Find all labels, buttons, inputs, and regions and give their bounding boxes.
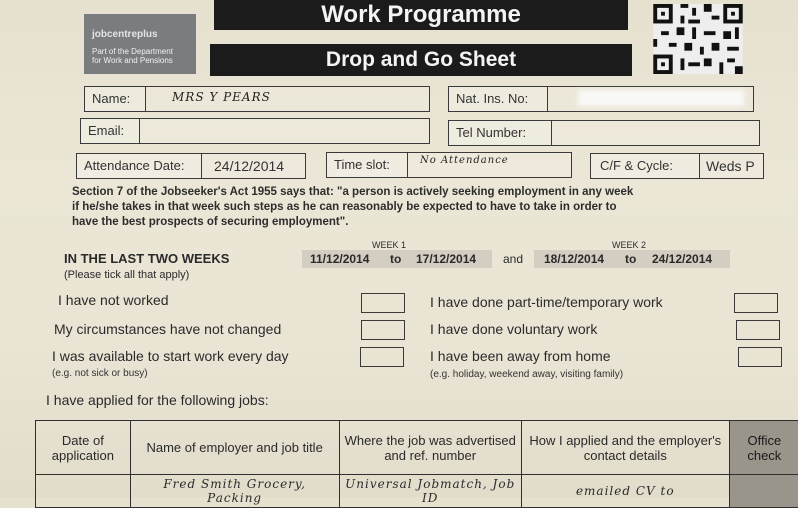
legal-line-1: Section 7 of the Jobseeker's Act 1955 says that: "a person is actively seeking employment in any week — [72, 185, 772, 200]
cycle-value: Weds P — [706, 158, 755, 174]
jobs-table — [35, 420, 798, 508]
row1-advertised[interactable]: Universal Jobmatch, Job ID — [339, 475, 521, 508]
check-note-away: (e.g. holiday, weekend away, visiting family) — [430, 369, 623, 380]
cycle-label: C/F & Cycle: — [600, 158, 673, 173]
week1-label: WEEK 1 — [372, 240, 406, 250]
row1-date[interactable] — [36, 475, 131, 508]
tickbox-not-worked[interactable] — [361, 293, 405, 313]
col-how-applied: How I applied and the employer's contact details — [521, 421, 729, 475]
qr-code-icon — [652, 4, 744, 74]
jobs-heading: I have applied for the following jobs: — [46, 392, 269, 408]
week2-to: 24/12/2014 — [652, 252, 712, 266]
attendance-value: 24/12/2014 — [214, 158, 284, 174]
attendance-label: Attendance Date: — [84, 158, 184, 173]
check-label-circumstances: My circumstances have not changed — [54, 321, 281, 337]
col-office-check: Office check — [729, 421, 798, 475]
and-word: and — [503, 252, 523, 266]
col-date: Date of application — [36, 421, 131, 475]
nino-label: Nat. Ins. No: — [456, 91, 528, 106]
jobs-table-header — [36, 421, 798, 475]
table-row — [36, 475, 798, 508]
weeks-hint: (Please tick all that apply) — [64, 269, 189, 281]
week1-to: 17/12/2014 — [416, 252, 476, 266]
logo-brand: jobcentreplus — [92, 30, 196, 39]
row1-office-check[interactable] — [729, 475, 798, 508]
tickbox-voluntary[interactable] — [736, 320, 780, 340]
name-value: MRS Y PEARS — [172, 90, 271, 104]
week1-from: 11/12/2014 — [310, 252, 369, 266]
check-label-not-worked: I have not worked — [58, 292, 169, 308]
check-label-part-time: I have done part-time/temporary work — [430, 294, 663, 310]
week2-from: 18/12/2014 — [544, 252, 604, 266]
check-note-available: (e.g. not sick or busy) — [52, 368, 148, 379]
legal-line-3: have the best prospects of securing employment". — [72, 215, 772, 230]
email-label: Email: — [88, 123, 124, 138]
redaction-blur — [578, 90, 744, 106]
week2-to-word: to — [625, 252, 636, 266]
page-title: Work Programme — [214, 0, 628, 30]
legal-text — [72, 185, 772, 230]
timeslot-value: No Attendance — [420, 155, 509, 166]
check-label-voluntary: I have done voluntary work — [430, 321, 597, 337]
col-employer: Name of employer and job title — [130, 421, 339, 475]
week2-label: WEEK 2 — [612, 240, 646, 250]
legal-line-2: if he/she takes in that week such steps as he can reasonably be expected to have to take in order to — [72, 200, 772, 215]
page-subtitle: Drop and Go Sheet — [210, 44, 632, 76]
week1-to-word: to — [390, 252, 401, 266]
tickbox-away[interactable] — [738, 347, 782, 367]
row1-how-applied[interactable]: emailed CV to — [521, 475, 729, 508]
check-label-away: I have been away from home — [430, 348, 611, 364]
tel-label: Tel Number: — [456, 125, 526, 140]
col-advertised: Where the job was advertised and ref. number — [339, 421, 521, 475]
name-label: Name: — [92, 91, 130, 106]
row1-employer[interactable]: Fred Smith Grocery, Packing — [130, 475, 339, 508]
tickbox-part-time[interactable] — [734, 293, 778, 313]
logo-line1: Part of the Department — [92, 47, 196, 56]
jobcentre-plus-logo — [84, 14, 196, 74]
logo-line2: for Work and Pensions — [92, 56, 196, 65]
check-label-available: I was available to start work every day — [52, 348, 289, 364]
tickbox-circumstances[interactable] — [361, 320, 405, 340]
timeslot-label: Time slot: — [334, 157, 390, 172]
tickbox-available[interactable] — [360, 347, 404, 367]
weeks-heading: IN THE LAST TWO WEEKS — [64, 251, 229, 266]
